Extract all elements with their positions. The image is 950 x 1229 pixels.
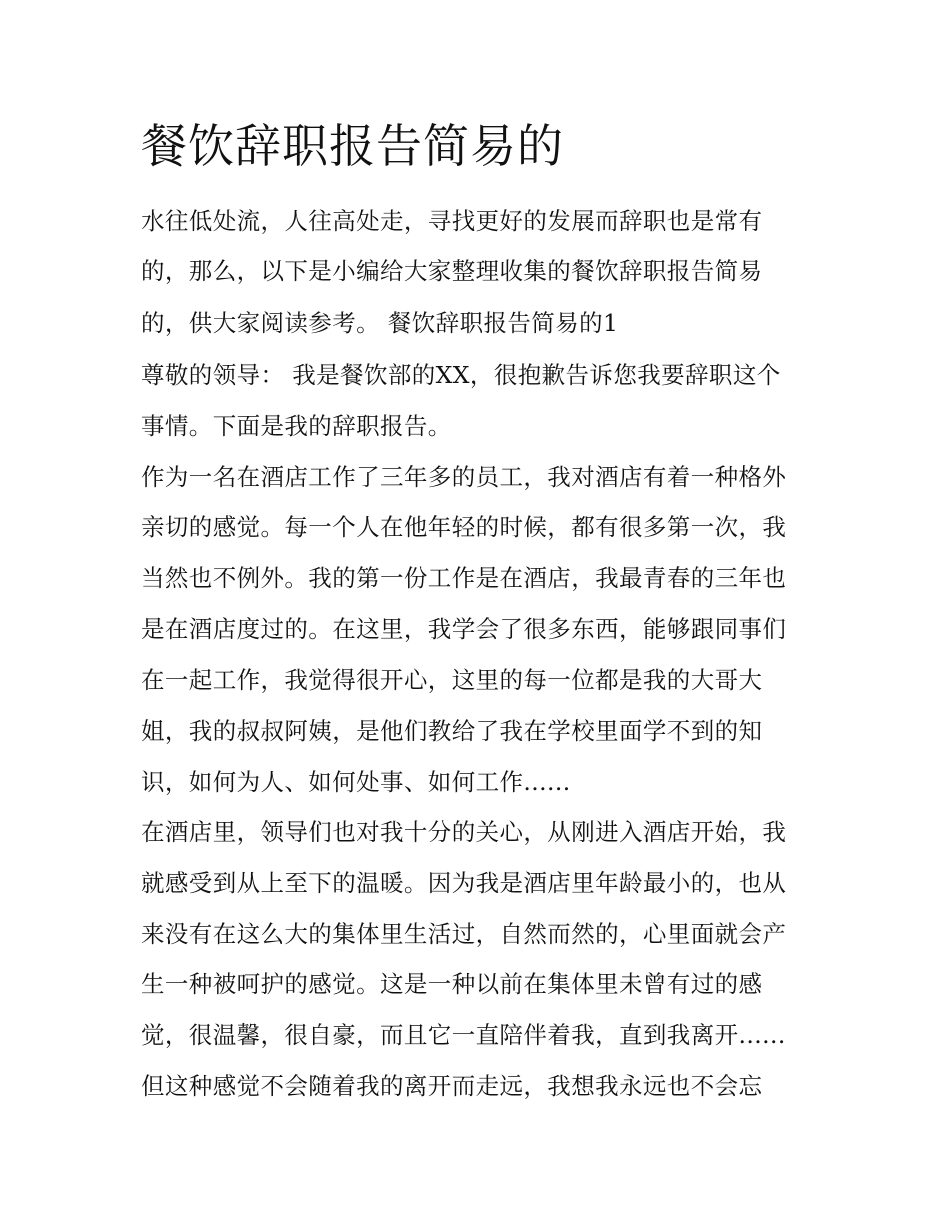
body-line: 生一种被呵护的感觉。这是一种以前在集体里未曾有过的感 <box>141 970 763 998</box>
body-line: 尊敬的领导： 我是餐饮部的XX，很抱歉告诉您我要辞职这个 <box>141 361 781 389</box>
body-line: 作为一名在酒店工作了三年多的员工，我对酒店有着一种格外 <box>141 463 787 491</box>
body-line: 在一起工作，我觉得很开心，这里的每一位都是我的大哥大 <box>141 666 763 694</box>
body-line: 就感受到从上至下的温暖。因为我是酒店里年龄最小的，也从 <box>141 869 787 897</box>
body-line: 姐，我的叔叔阿姨，是他们教给了我在学校里面学不到的知 <box>141 717 763 745</box>
body-line: 觉，很温馨，很自豪，而且它一直陪伴着我，直到我离开...... <box>141 1021 786 1049</box>
body-line: 的，那么，以下是小编给大家整理收集的餐饮辞职报告简易 <box>141 257 763 285</box>
body-line: 来没有在这么大的集体里生活过，自然而然的，心里面就会产 <box>141 920 787 948</box>
body-line: 水往低处流，人往高处走，寻找更好的发展而辞职也是常有 <box>141 207 763 235</box>
body-line: 但这种感觉不会随着我的离开而走远，我想我永远也不会忘 <box>141 1072 763 1100</box>
body-line: 识，如何为人、如何处事、如何工作...... <box>141 768 571 796</box>
body-line: 当然也不例外。我的第一份工作是在酒店，我最青春的三年也 <box>141 564 787 592</box>
body-line: 亲切的感觉。每一个人在他年轻的时候，都有很多第一次，我 <box>141 513 787 541</box>
body-line: 在酒店里，领导们也对我十分的关心，从刚进入酒店开始，我 <box>141 818 787 846</box>
body-line: 的，供大家阅读参考。 餐饮辞职报告简易的1 <box>141 309 619 337</box>
body-line: 事情。下面是我的辞职报告。 <box>141 412 452 440</box>
page-title: 餐饮辞职报告简易的 <box>141 119 564 173</box>
body-line: 是在酒店度过的。在这里，我学会了很多东西，能够跟同事们 <box>141 615 787 643</box>
